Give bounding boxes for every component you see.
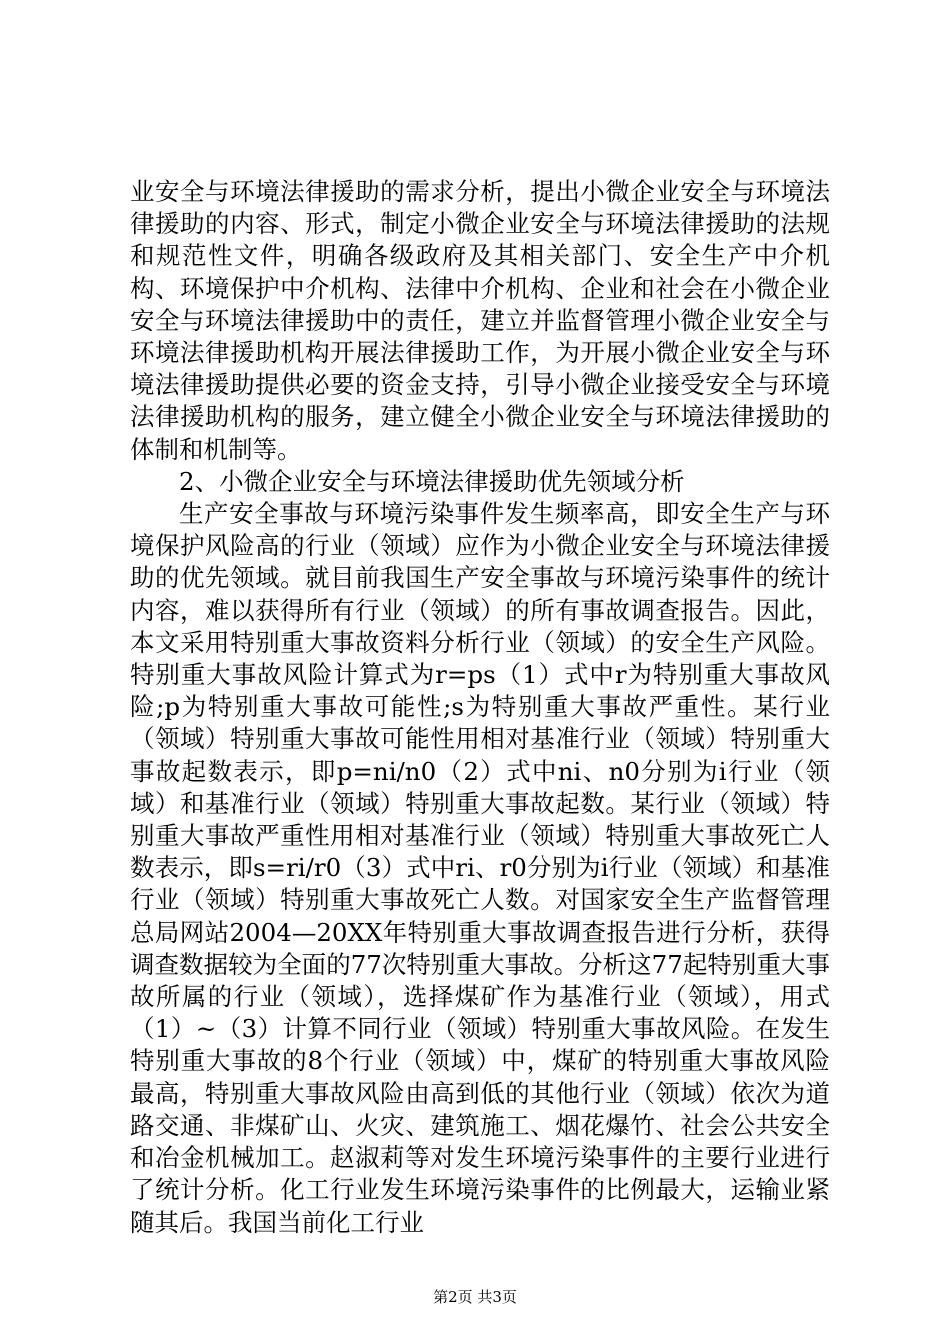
paragraph-continuation: 业安全与环境法律援助的需求分析，提出小微企业安全与环境法律援助的内容、形式，制定小微企业安全与环境法律援助的法规和规范性文件，明确各级政府及其相关部门、安全生产中介机构、环境保护中介机构、法律中介机构、企业和社会在小微企业安全与环境法律援助中的责任，建立并监督管理小微企业安全与环境法律援助机构开展法律援助工作，为开展小微企业安全与环境法律援助提供必要的资金支持，引导小微企业接受安全与环境法律援助机构的服务，建立健全小微企业安全与环境法律援助的体制和机制等。 xyxy=(130,177,830,464)
page-footer xyxy=(0,1287,950,1307)
paragraph-priority-analysis: 生产安全事故与环境污染事件发生频率高，即安全生产与环境保护风险高的行业（领域）应作为小微企业安全与环境法律援助的优先领域。就目前我国生产安全事故与环境污染事件的统计内容，难以获得所有行业（领域）的所有事故调查报告。因此，本文采用特别重大事故资料分析行业（领域）的安全生产风险。特别重大事故风险计算式为r=ps（1）式中r为特别重大事故风险;p为特别重大事故可能性;s为特别重大事故严重性。某行业（领域）特别重大事故可能性用相对基准行业（领域）特别重大事故起数表示，即p=ni/n0（2）式中ni、n0分别为i行业（领域）和基准行业（领域）特别重大事故起数。某行业（领域）特别重大事故严重性用相对基准行业（领域）特别重大事故死亡人数表示，即s=ri/r0（3）式中ri、r0分别为i行业（领域）和基准行业（领域）特别重大事故死亡人数。对国家安全生产监督管理总局网站2004—20XX年特别重大事故调查报告进行分析，获得调查数据较为全面的77次特别重大事故。分析这77起特别重大事故所属的行业（领域），选择煤矿作为基准行业（领域），用式（1）~（3）计算不同行业（领域）特别重大事故风险。在发生特别重大事故的8个行业（领域）中，煤矿的特别重大事故风险最高，特别重大事故风险由高到低的其他行业（领域）依次为道路交通、非煤矿山、火灾、建筑施工、烟花爆竹、社会公共安全和冶金机械加工。赵淑莉等对发生环境污染事件的主要行业进行了统计分析。化工行业发生环境污染事件的比例最大，运输业紧随其后。我国当前化工行业 xyxy=(130,499,830,1237)
document-body xyxy=(130,176,830,1239)
section-heading: 2、小微企业安全与环境法律援助优先领域分析 xyxy=(179,466,685,496)
page-number-label: 第2页 共3页 xyxy=(433,1288,517,1306)
